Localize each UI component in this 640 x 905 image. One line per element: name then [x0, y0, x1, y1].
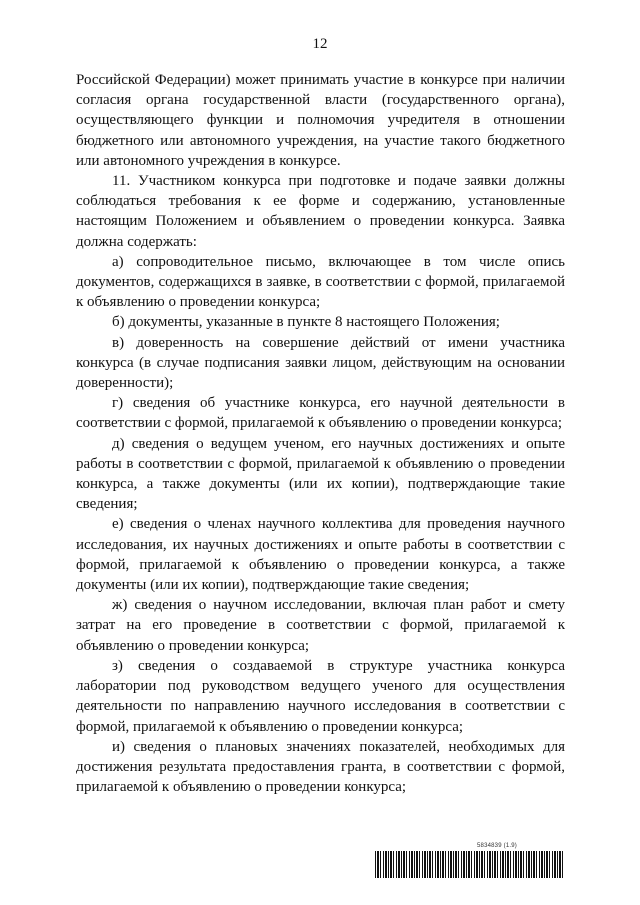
paragraph-item-g: г) сведения об участнике конкурса, его научной деятельности в соответствии с формой, прилагаемой к объявлению о проведении конкурса;	[76, 395, 565, 432]
paragraph-item-z: з) сведения о создаваемой в структуре участника конкурса лаборатории под руководством ведущего ученого для осуществления деятельности по направлению научного исследования в соответствии с формой, прилагаемой к объявлению о проведении конкурса;	[76, 657, 565, 735]
paragraph-item-zh: ж) сведения о научном исследовании, включая план работ и смету затрат на его проведение в соответствии с формой, прилагаемой к объявлению о проведении конкурса;	[76, 597, 565, 654]
paragraph-item-d: д) сведения о ведущем ученом, его научных достижениях и опыте работы в соответствии с формой, прилагаемой к объявлению о проведении конкурса, а также документы (или их копии), подтверждающие такие сведения;	[76, 435, 565, 513]
document-body	[76, 70, 565, 797]
paragraph-item-i: и) сведения о плановых значениях показателей, необходимых для достижения результата предоставления гранта, в соответствии с формой, прилагаемой к объявлению о проведении конкурса;	[76, 738, 565, 796]
paragraph-item-e: е) сведения о членах научного коллектива для проведения научного исследования, их научных достижениях и опыте работы в соответствии с формой, прилагаемой к объявлению о проведении конкурса, а также документы (или их копии), подтверждающие такие сведения;	[76, 516, 565, 594]
paragraph-item-v: в) доверенность на совершение действий от имени участника конкурса (в случае подписания заявки лицом, действующим на основании доверенности);	[76, 334, 565, 392]
document-code: 5834839 (1.9)	[477, 843, 517, 849]
paragraph-item-11: 11. Участником конкурса при подготовке и подаче заявки должны соблюдаться требования к ее форме и содержанию, установленные настоящим Положением и объявлением о проведении конкурса. Заявка должна содержать:	[76, 173, 565, 250]
barcode-image	[375, 851, 565, 878]
page-number: 12	[312, 36, 328, 52]
paragraph-item-a: а) сопроводительное письмо, включающее в том числе опись документов, содержащихся в заявке, в соответствии с формой, прилагаемой к объявлению о проведении конкурса;	[76, 253, 565, 311]
paragraph-continuation: Российской Федерации) может принимать участие в конкурсе при наличии согласия органа государственной власти (государственного органа), осуществляющего функции и полномочия учредителя в отношении бюджетного или автономного учреждения, на участие такого бюджетного или автономного учреждения в конкурсе.	[76, 72, 565, 169]
paragraph-item-b: б) документы, указанные в пункте 8 настоящего Положения;	[112, 314, 500, 331]
